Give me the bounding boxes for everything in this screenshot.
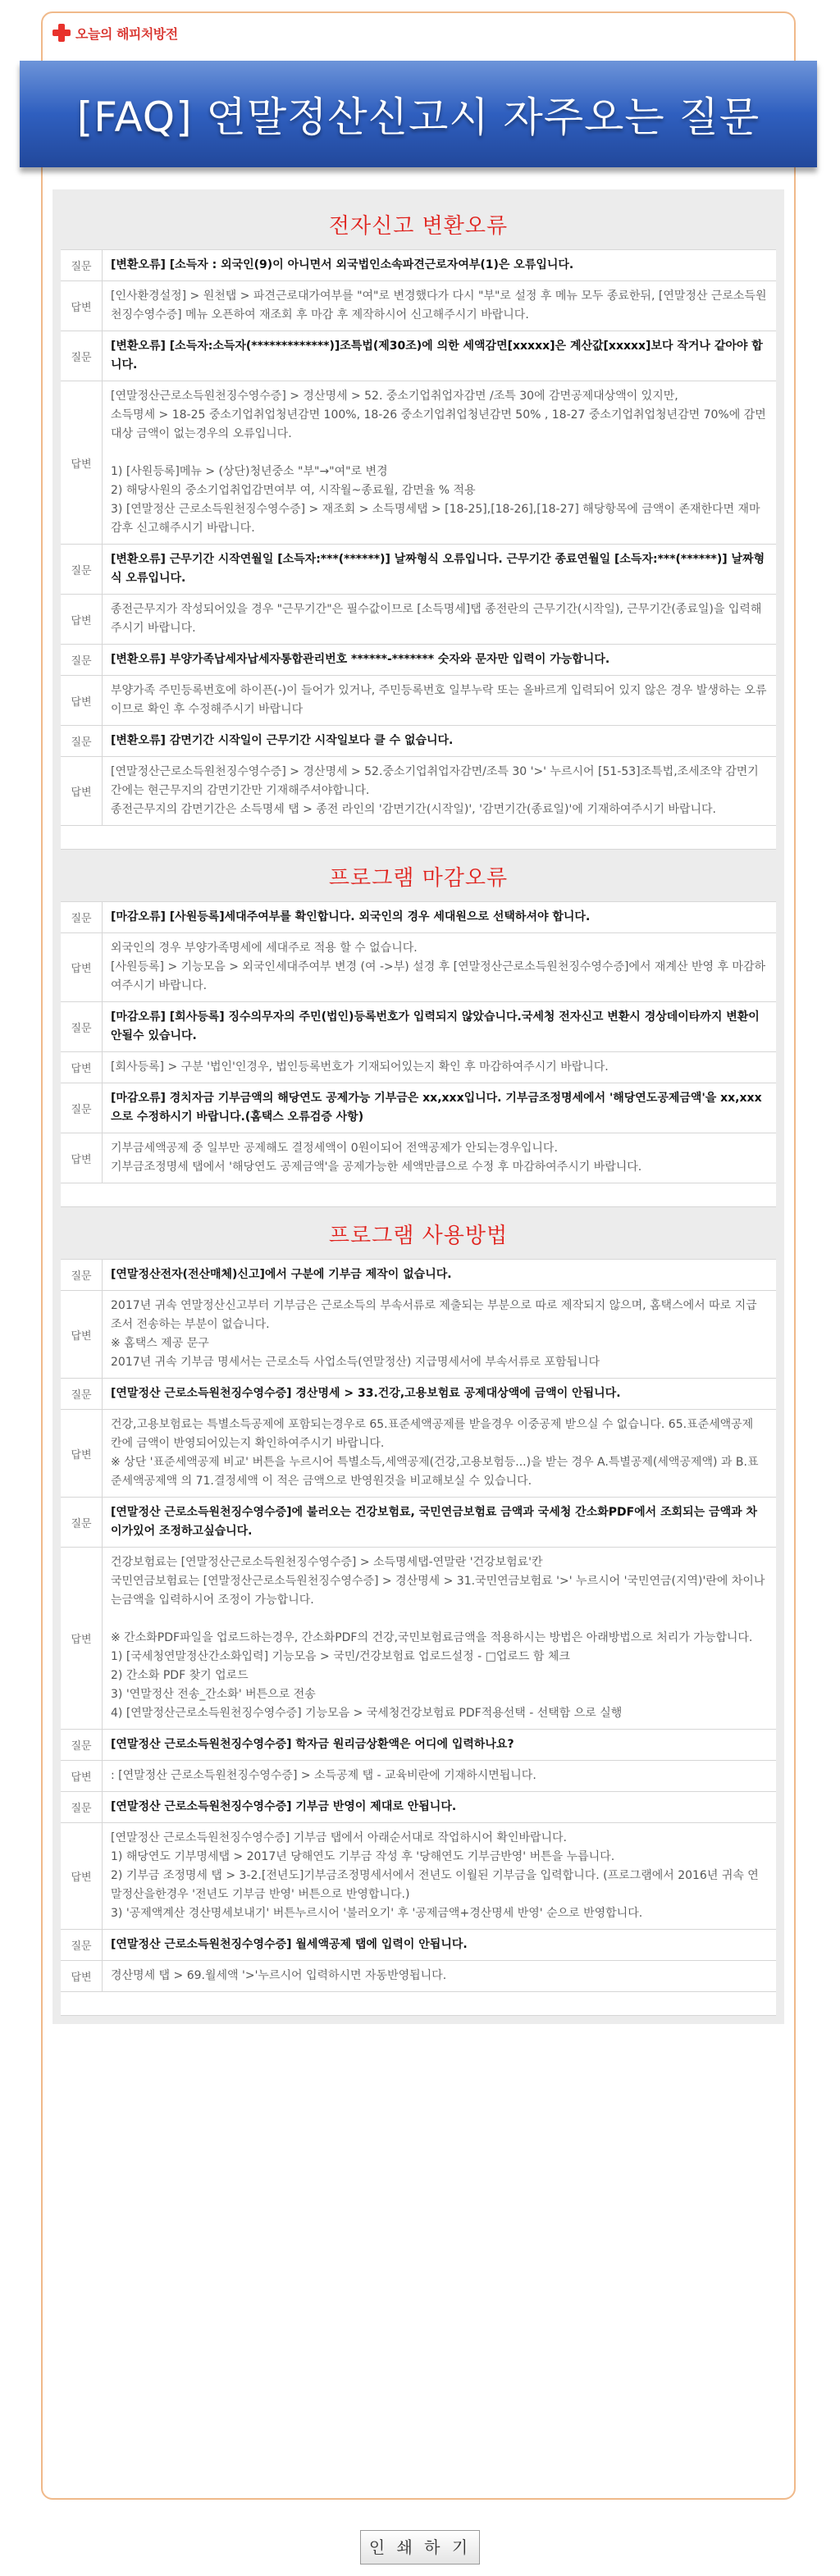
faq-section: [61, 850, 776, 1207]
question-text: [변환오류] [소득자:소득자(*************)]조특법(제30조)에 의한 세액감면[xxxxx]은 계산값[xxxxx]보다 작거나 같아야 합니다.: [111, 340, 763, 372]
question-label: 질문: [61, 1002, 103, 1051]
answer-label: 답변: [61, 933, 103, 1001]
faq-frame: [41, 11, 796, 2500]
brand-title: 오늘의 해피처방전: [75, 25, 178, 42]
answer-row: [61, 281, 776, 331]
answer-text: [연말정산근로소득원천징수영수증] > 경산명세 > 52. 중소기업취업자감면 /조특 30에 감면공제대상액이 있지만, 소득명세 > 18-25 중소기업취업청년감면 100%, 18-26 중소기업취업청년감면 50% , 18-27 중소기업취업청년감면 70%에 감면대상 금액이 없는경우의 오류입니다. 1) [사원등록]메뉴 > (상단)청년중소 "부"→"여"로 변경 2) 해당사원의 중소기업취업감면여부 여, 시작월~종료월, 감면율 % 적용 3) [연말정산 근로소득원천징수영수증] > 재조회 > 소득명세탭 > [18-25],[18-26],[18-27] 해당항목에 금액이 존재한다면 재마감후 신고해주시기 바랍니다.: [111, 390, 766, 535]
answer-text: [연말정산 근로소득원천징수영수증] 기부금 탭에서 아래순서대로 작업하시어 확인바랍니다. 1) 해당연도 기부명세탭 > 2017년 당해연도 기부금 작성 후 '당해연도 기부금반영' 버튼을 누릅니다. 2) 기부금 조정명세 탭 > 3-2.[전년도]기부금조정명세서에서 전년도 이월된 기부금을 입력합니다. (프로그램에서 2016년 귀속 연말정산을한경우 '전년도 기부금 반영' 버튼으로 반영합니다.) 3) '공제액계산 경산명세보내기' 버튼누르시어 '불러오기' 후 '공제금액+경산명세 반영' 순으로 반영합니다.: [111, 1831, 759, 1920]
answer-row: [61, 1823, 776, 1930]
answer-text: : [연말정산 근로소득원천징수영수증] > 소득공제 탭 - 교육비란에 기재하시면됩니다.: [111, 1769, 536, 1782]
section-title: 프로그램 사용방법: [61, 1207, 776, 1260]
answer-text: 종전근무지가 작성되어있을 경우 "근무기간"은 필수값이므로 [소득명세]탭 종전란의 근무기간(시작일), 근무기간(종료일)을 입력해주시기 바랍니다.: [111, 603, 762, 635]
answer-text: 2017년 귀속 연말정산신고부터 기부금은 근로소득의 부속서류로 제출되는 부분으로 따로 제작되지 않으며, 홈택스에서 따로 지급조서 전송하는 부분이 없습니다. ※ 홈택스 제공 문구 2017년 귀속 기부금 명세서는 근로소득 사업소득(연말정산) 지급명세서에 부속서류로 포함됩니다: [111, 1299, 757, 1369]
brand-header: [52, 21, 178, 44]
section-title: 프로그램 마감오류: [61, 850, 776, 902]
answer-row: [61, 933, 776, 1002]
question-text: [변환오류] 부양가족납세자납세자통합관리번호 ******-******* 숫자와 문자만 입력이 가능합니다.: [111, 653, 610, 666]
question-label: 질문: [61, 645, 103, 675]
question-row: [61, 250, 776, 281]
question-label: 질문: [61, 726, 103, 756]
question-row: [61, 1260, 776, 1291]
answer-row: [61, 1291, 776, 1379]
answer-label: 답변: [61, 676, 103, 725]
answer-text: 건강보험료는 [연말정산근로소득원천징수영수증] > 소득명세탭-연말란 '건강보험료'칸 국민연금보험료는 [연말정산근로소득원천징수영수증] > 경산명세 > 31.국민연금보험료 '>' 누르시어 '국민연금(지역)'란에 차이나는금액을 입력하시어 조정이 가능합니다. ※ 간소화PDF파일을 업로드하는경우, 간소화PDF의 건강,국민보험료금액을 적용하시는 방법은 아래방법으로 처리가 가능합니다. 1) [국세청연말정산간소화입력] 기능모음 > 국민/건강보험료 업로드설정 - □업로드 함 체크 2) 간소화 PDF 찾기 업로드 3) '연말정산 전송_간소화' 버튼으로 전송 4) [연말정산근로소득원천징수영수증] 기능모음 > 국세청건강보험료 PDF적용선택 - 선택함 으로 실행: [111, 1556, 765, 1720]
question-row: [61, 645, 776, 676]
answer-label: 답변: [61, 1291, 103, 1378]
question-row: [61, 1379, 776, 1410]
answer-text: 부양가족 주민등록번호에 하이픈(-)이 들어가 있거나, 주민등록번호 일부누락 또는 올바르게 입력되어 있지 않은 경우 발생하는 오류이므로 확인 후 수정해주시기 바랍니다: [111, 684, 767, 716]
question-text: [연말정산전자(전산매체)신고]에서 구분에 기부금 제작이 없습니다.: [111, 1268, 452, 1281]
faq-section: [61, 1207, 776, 2016]
section-spacer: [61, 1992, 776, 2016]
question-text: [연말정산 근로소득원천징수영수증] 경산명세 > 33.건강,고용보험료 공제대상액에 금액이 안됩니다.: [111, 1387, 621, 1400]
question-label: 질문: [61, 250, 103, 280]
print-button[interactable]: 인 쇄 하 기: [360, 2530, 480, 2565]
answer-label: 답변: [61, 1052, 103, 1083]
answer-row: [61, 595, 776, 645]
answer-text: [회사등록] > 구분 '법인'인경우, 법인등록번호가 기재되어있는지 확인 후 마감하여주시기 바랍니다.: [111, 1060, 609, 1074]
question-label: 질문: [61, 1260, 103, 1290]
question-row: [61, 331, 776, 381]
question-label: 질문: [61, 1083, 103, 1133]
section-spacer: [61, 826, 776, 850]
question-row: [61, 1730, 776, 1761]
answer-label: 답변: [61, 1961, 103, 1991]
question-row: [61, 1002, 776, 1052]
red-cross-icon: [52, 24, 71, 42]
answer-text: [인사환경설정] > 원천탭 > 파견근로대가여부를 "여"로 변경했다가 다시 "부"로 설정 후 메뉴 모두 종료한뒤, [연말정산 근로소득원천징수영수증] 메뉴 오픈하여 재조회 후 마감 후 제작하시어 신고해주시기 바랍니다.: [111, 290, 767, 321]
question-row: [61, 902, 776, 933]
answer-text: 경산명세 탭 > 69.월세액 '>'누르시어 입력하시면 자동반영됩니다.: [111, 1969, 447, 1982]
question-text: [변환오류] 감면기간 시작일이 근무기간 시작일보다 클 수 없습니다.: [111, 734, 454, 747]
answer-text: [연말정산근로소득원천징수영수증] > 경산명세 > 52.중소기업취업자감면/조특 30 '>' 누르시어 [51-53]조특법,조세조약 감면기간에는 현근무지의 감면기간만 기재해주셔야합니다. 종전근무지의 감면기간은 소득명세 탭 > 종전 라인의 '감면기간(시작일)', '감면기간(종료일)'에 기재하여주시기 바랍니다.: [111, 765, 759, 816]
question-text: [연말정산 근로소득원천징수영수증] 학자금 원리금상환액은 어디에 입력하나요?: [111, 1738, 514, 1751]
answer-label: 답변: [61, 281, 103, 331]
answer-label: 답변: [61, 1133, 103, 1183]
question-row: [61, 1083, 776, 1133]
question-label: 질문: [61, 1792, 103, 1822]
question-label: 질문: [61, 545, 103, 594]
question-row: [61, 726, 776, 757]
question-row: [61, 545, 776, 595]
faq-section: [61, 198, 776, 850]
question-text: [변환오류] 근무기간 시작연월일 [소득자:***(******)] 날짜형식 오류입니다. 근무기간 종료연월일 [소득자:***(******)] 날짜형식 오류입니다.: [111, 553, 765, 585]
question-label: 질문: [61, 1930, 103, 1960]
question-row: [61, 1792, 776, 1823]
faq-content: [52, 189, 784, 2024]
question-text: [마감오류] 경치자금 기부금액의 해당연도 공제가능 기부금은 xx,xxx입니다. 기부금조정명세에서 '해당연도공제금액'을 xx,xxx으로 수정하시기 바랍니다.(홈택스 오류검증 사항): [111, 1092, 762, 1124]
answer-label: 답변: [61, 1761, 103, 1791]
question-text: [연말정산 근로소득원천징수영수증] 기부금 반영이 제대로 안됩니다.: [111, 1800, 457, 1813]
section-title: 전자신고 변환오류: [61, 198, 776, 250]
answer-text: 외국인의 경우 부양가족명세에 세대주로 적용 할 수 없습니다. [사원등록] > 기능모음 > 외국인세대주여부 변경 (여 ->부) 설경 후 [연말정산근로소득원천징수영수증]에서 재계산 반영 후 마감하여주시기 바랍니다.: [111, 941, 765, 992]
answer-text: 기부금세액공제 중 일부만 공제해도 결정세액이 0원이되어 전액공제가 안되는경우입니다. 기부금조정명세 탭에서 '해당연도 공제금액'을 공제가능한 세액만큼으로 수정 후 마감하여주시기 바랍니다.: [111, 1142, 642, 1174]
answer-label: 답변: [61, 595, 103, 644]
answer-label: 답변: [61, 381, 103, 544]
question-row: [61, 1930, 776, 1961]
question-label: 질문: [61, 1498, 103, 1547]
answer-row: [61, 757, 776, 826]
question-label: 질문: [61, 1730, 103, 1760]
question-label: 질문: [61, 902, 103, 932]
answer-row: [61, 381, 776, 545]
answer-label: 답변: [61, 1823, 103, 1929]
answer-label: 답변: [61, 1410, 103, 1497]
question-text: [연말정산 근로소득원천징수영수증]에 불러오는 건강보험료, 국민연금보험료 금액과 국세청 간소화PDF에서 조회되는 금액과 차이가있어 조정하고싶습니다.: [111, 1506, 758, 1538]
question-row: [61, 1498, 776, 1548]
answer-label: 답변: [61, 1548, 103, 1729]
question-text: [연말정산 근로소득원천징수영수증] 월세액공제 탭에 입력이 안됩니다.: [111, 1938, 468, 1951]
answer-row: [61, 1548, 776, 1730]
question-text: [마감오류] [회사등록] 징수의무자의 주민(법인)등록번호가 입력되지 않았습니다.국세청 전자신고 변환시 경상데이타까지 변환이 안될수 있습니다.: [111, 1010, 760, 1042]
section-spacer: [61, 1183, 776, 1207]
answer-label: 답변: [61, 757, 103, 825]
question-label: 질문: [61, 331, 103, 381]
answer-row: [61, 1961, 776, 1992]
answer-row: [61, 1052, 776, 1083]
faq-banner: [20, 61, 817, 167]
answer-row: [61, 1410, 776, 1498]
page-title: [FAQ] 연말정산신고시 자주오는 질문: [76, 93, 760, 141]
answer-row: [61, 1133, 776, 1183]
question-text: [마감오류] [사원등록]세대주여부를 확인합니다. 외국인의 경우 세대원으로 선택하셔야 합니다.: [111, 910, 591, 923]
answer-row: [61, 1761, 776, 1792]
question-text: [변환오류] [소득자 : 외국인(9)이 아니면서 외국법인소속파견근로자여부(1)은 오류입니다.: [111, 258, 574, 271]
answer-text: 건강,고용보험료는 특별소득공제에 포함되는경우로 65.표준세액공제를 받을경우 이중공제 받으실 수 없습니다. 65.표준세액공제 칸에 금액이 반영되어있는지 확인하여주시기 바랍니다. ※ 상단 '표준세액공제 비교' 버튼을 누르시어 특별소득,세액공제(건강,고용보험등...)을 받는 경우 A.특별공제(세액공제액) 과 B.표준세액공제액 의 71.결정세액 이 적은 금액으로 반영원것을 비교해보실 수 있습니다.: [111, 1418, 759, 1488]
question-label: 질문: [61, 1379, 103, 1409]
print-area: [0, 2530, 840, 2565]
answer-row: [61, 676, 776, 726]
